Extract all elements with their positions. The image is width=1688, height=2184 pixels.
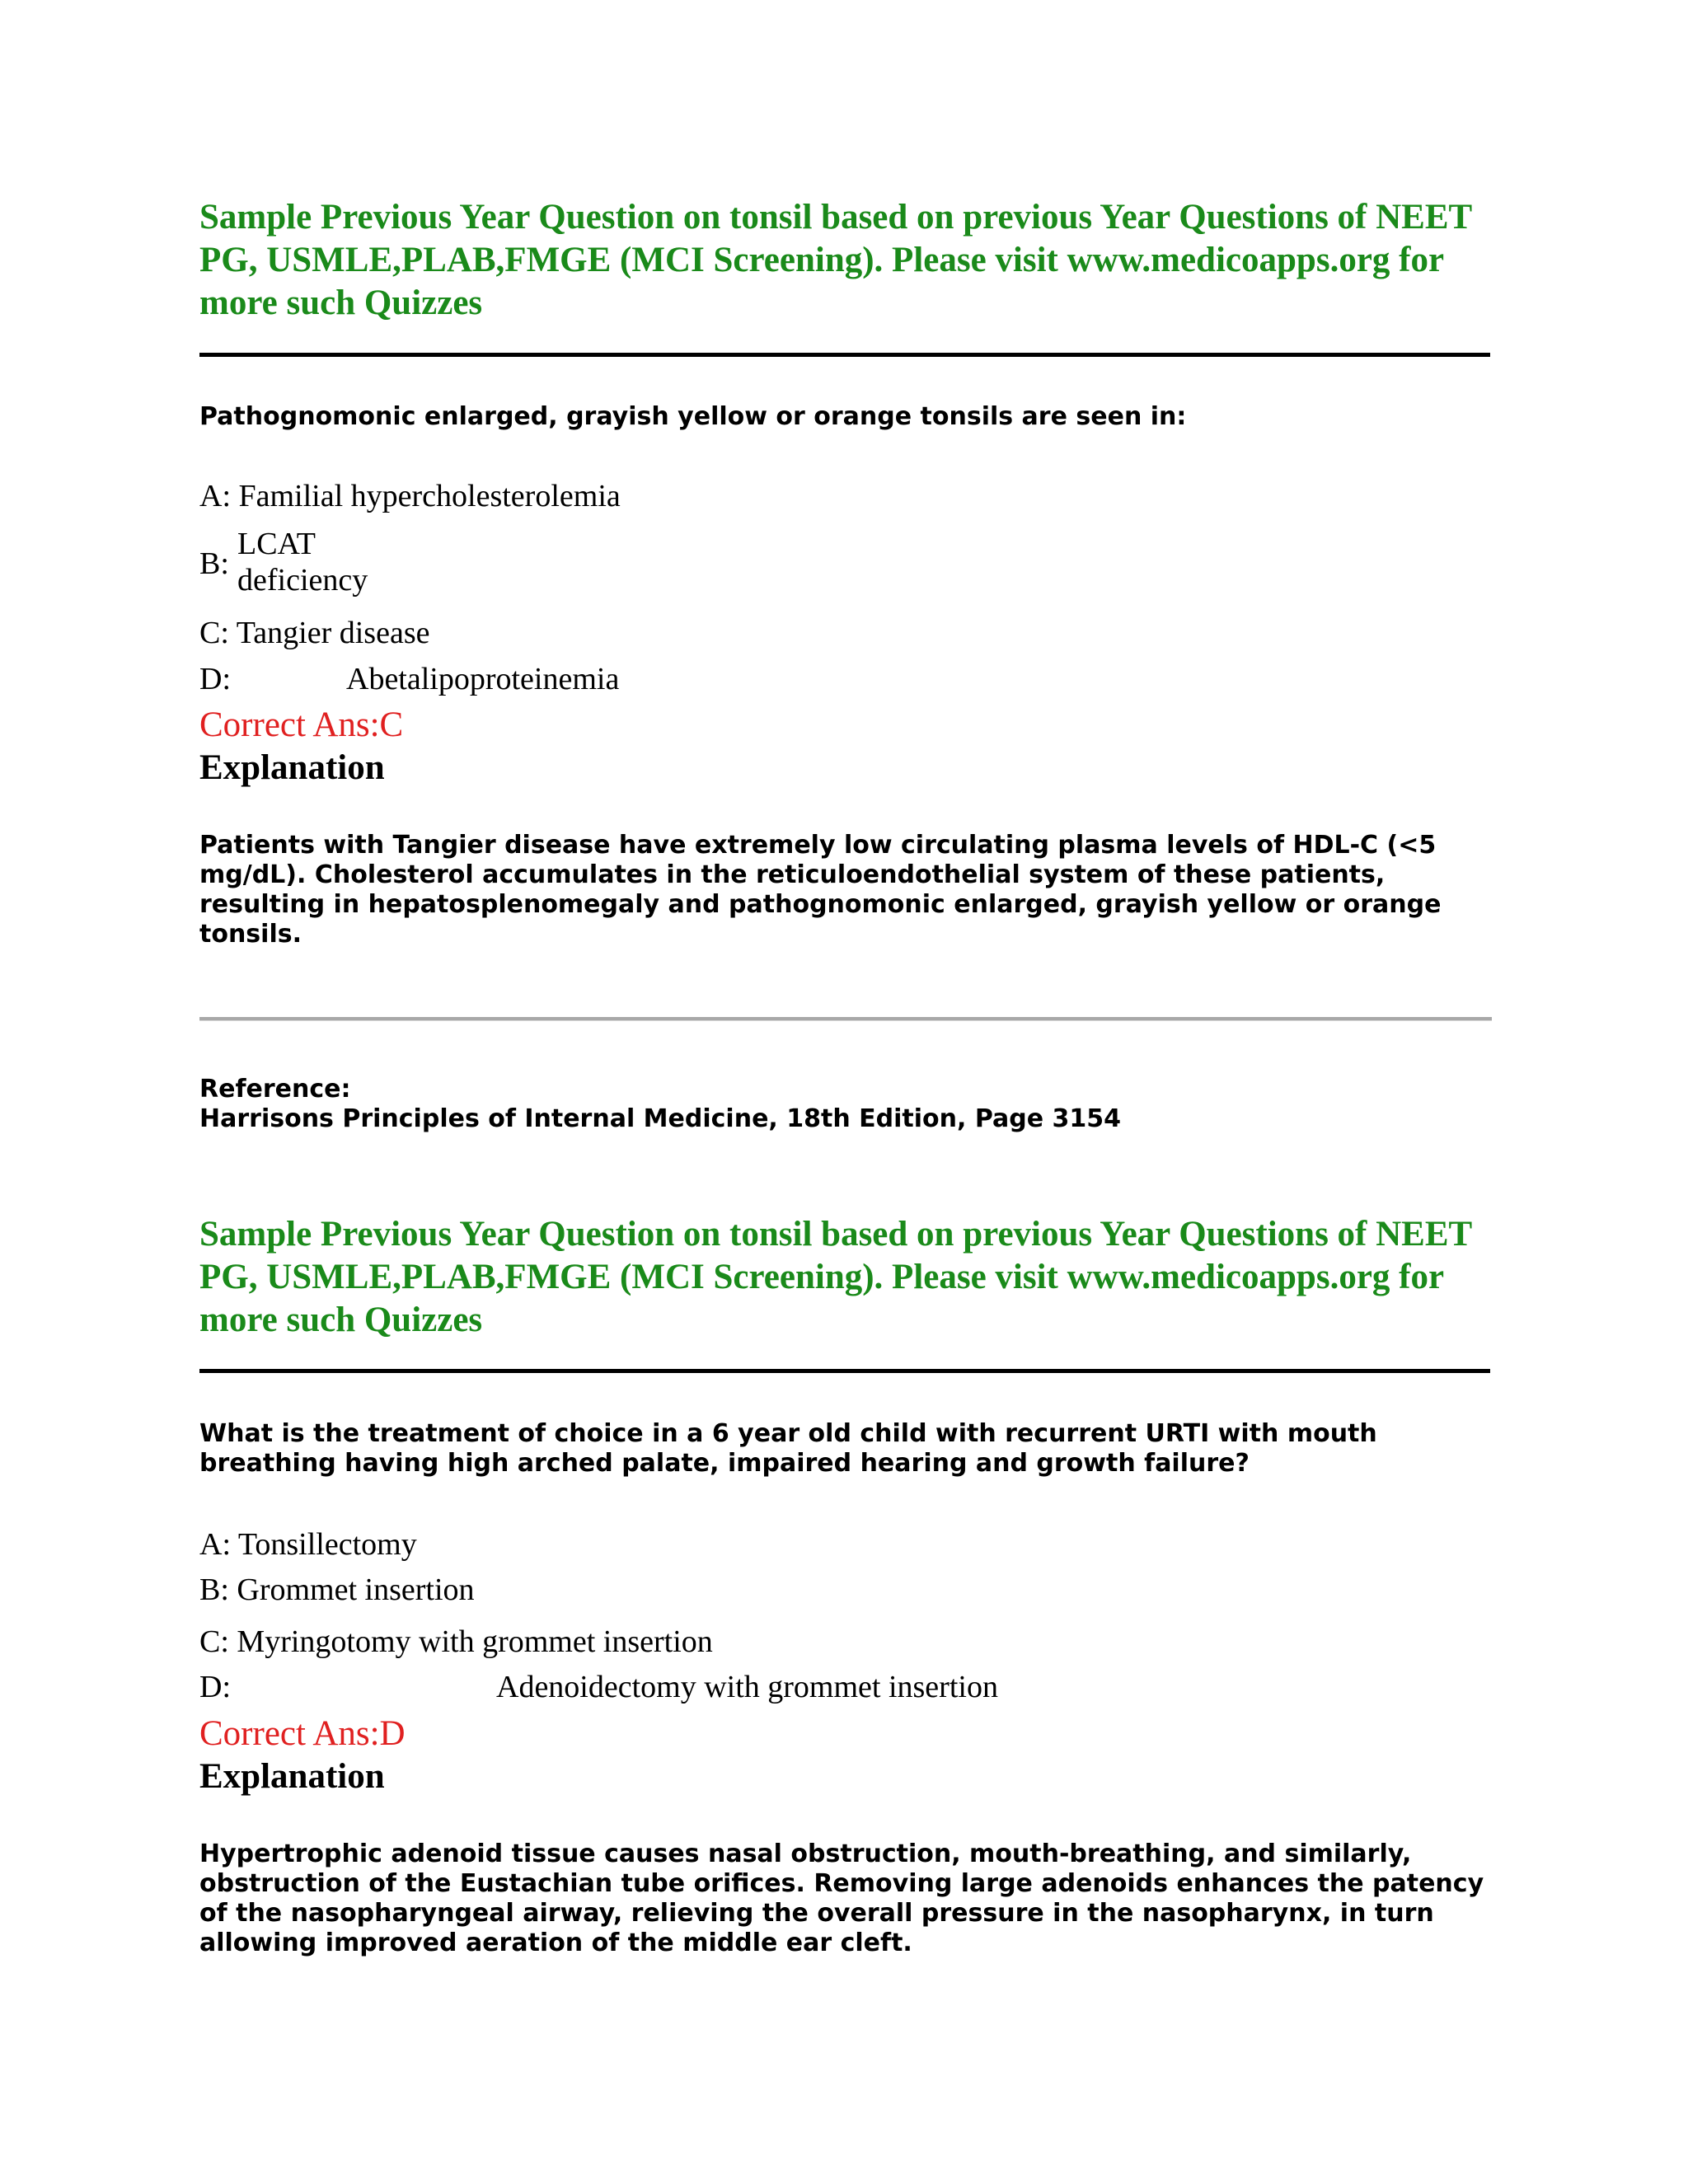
- reference-label: Reference:: [199, 1075, 351, 1104]
- option-a-key: A:: [199, 479, 231, 513]
- question-text-block: [199, 402, 1490, 432]
- option-a-text-2: Tonsillectomy: [237, 1527, 417, 1562]
- option-c-key: C:: [199, 616, 229, 650]
- explanation-title: Explanation: [199, 748, 385, 787]
- option-b-key: B:: [199, 546, 229, 581]
- option-d-key: D:: [199, 662, 231, 696]
- option-c-text-2: Myringotomy with grommet insertion: [237, 1624, 713, 1659]
- question-text: Pathognomonic enlarged, grayish yellow or orange tonsils are seen in:: [199, 402, 1187, 431]
- option-b-text: LCAT deficiency: [237, 527, 368, 598]
- reference-block: [199, 1075, 1490, 1134]
- option-d-key-2: D:: [199, 1670, 231, 1704]
- option-b-text-2: Grommet insertion: [237, 1572, 475, 1607]
- reference-text: Harrisons Principles of Internal Medicine, 18th Edition, Page 3154: [199, 1104, 1122, 1133]
- correct-answer-2: Correct Ans:D: [199, 1714, 406, 1753]
- explanation-block-2: [199, 1840, 1490, 1958]
- explanation-text: Patients with Tangier disease have extremely low circulating plasma levels of HDL-C (<5 mg/dL). Cholesterol accumulates in the reticuloendothelial system of these patients, resulting in hepatosplenomegaly and pathognomonic enlarged, grayish yellow or orange tonsils.: [199, 831, 1442, 949]
- explanation-text-2: Hypertrophic adenoid tissue causes nasal obstruction, mouth-breathing, and similarly, obstruction of the Eustachian tube orifices. Removing large adenoids enhances the patency of the nasopharyngeal airway, relieving the overall pressure in the nasopharynx, in turn allowing improved aeration of the middle ear cleft.: [199, 1840, 1484, 1957]
- quiz-header-text-2: Sample Previous Year Question on tonsil based on previous Year Questions of NEET PG, USMLE,PLAB,FMGE (MCI Screening). Please visit www.medicoapps.org for more such Quizzes: [199, 1215, 1472, 1339]
- quiz-header-text: Sample Previous Year Question on tonsil based on previous Year Questions of NEET PG, USMLE,PLAB,FMGE (MCI Screening). Please visit www.medicoapps.org for more such Quizzes: [199, 198, 1472, 322]
- explanation-block: [199, 831, 1490, 949]
- section-divider: [199, 1017, 1492, 1021]
- option-b-2: [199, 1572, 475, 1608]
- quiz-header: [199, 196, 1490, 325]
- option-c-2: [199, 1624, 713, 1660]
- option-c: [199, 615, 429, 651]
- question-text-block-2: [199, 1419, 1490, 1479]
- option-c-text: Tangier disease: [236, 616, 430, 650]
- quiz-header-2: [199, 1213, 1490, 1342]
- option-d-text: Abetalipoproteinemia: [346, 662, 620, 696]
- option-a-text: Familial hypercholesterolemia: [238, 479, 621, 513]
- option-d-text-2: Adenoidectomy with grommet insertion: [496, 1670, 998, 1704]
- explanation-title-2: Explanation: [199, 1757, 385, 1796]
- header-divider: [199, 353, 1490, 357]
- option-c-key-2: C:: [199, 1624, 229, 1659]
- option-a: [199, 478, 621, 514]
- option-a-key-2: A:: [199, 1527, 231, 1562]
- option-b-key-2: B:: [199, 1572, 229, 1607]
- header-divider-2: [199, 1369, 1490, 1373]
- correct-answer: Correct Ans:C: [199, 705, 404, 744]
- option-a-2: [199, 1526, 417, 1563]
- question-text-2: What is the treatment of choice in a 6 year old child with recurrent URTI with mouth breathing having high arched palate, impaired hearing and growth failure?: [199, 1419, 1377, 1478]
